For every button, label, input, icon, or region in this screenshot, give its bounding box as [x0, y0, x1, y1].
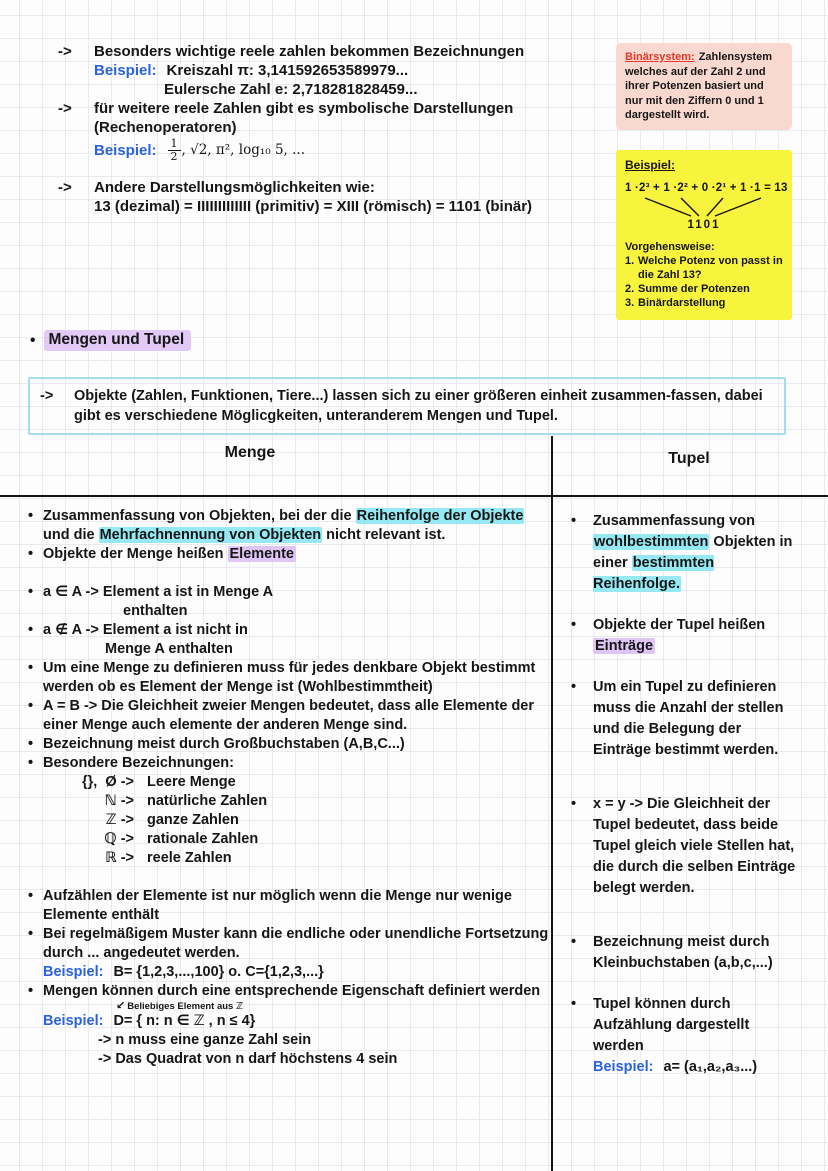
list-item	[28, 659, 549, 697]
item-text	[43, 507, 549, 545]
sub-note: -> Das Quadrat von n darf höchstens 4 sein	[98, 1051, 398, 1067]
note-text: Besonders wichtige reele zahlen bekommen Bezeichnungen	[94, 43, 525, 60]
item-text: Bei regelmäßigem Muster kann die endliche oder unendliche Fortsetzung durch ... angedeutet werden.	[43, 926, 549, 961]
binary-note-text: Zahlensystem welches auf der Zahl 2 und ihrer Potenzen basiert und nur mit den Ziffern 0 und 1 dargestellt wird.	[625, 51, 773, 121]
bullet: •	[28, 926, 34, 942]
bullet: •	[571, 996, 577, 1012]
note-text: (Rechenoperatoren)	[94, 119, 237, 136]
list-item	[28, 583, 549, 621]
binary-grouping-lines-icon	[629, 196, 779, 218]
item-text: Um eine Menge zu definieren muss für jedes denkbare Objekt bestimmt werden ob es Element der Menge ist (Wohlbestimmtheit)	[43, 660, 536, 695]
highlight-cyan: wohlbestimmten	[594, 534, 709, 550]
note-row	[58, 197, 618, 216]
arrow-marker: ->	[58, 100, 72, 117]
table-vertical-divider	[551, 436, 553, 1171]
highlight-cyan: Mehrfachnennung von Objekten	[99, 527, 322, 543]
note-row	[58, 118, 618, 137]
fraction-numerator: 1	[170, 136, 178, 150]
example-line	[28, 1012, 549, 1031]
symbol: ℕ ->	[104, 793, 134, 809]
note-row	[58, 178, 618, 197]
list-item	[28, 697, 549, 735]
step-text: Welche Potenz von passt in die Zahl 13?	[638, 255, 783, 281]
step-text: Binärdarstellung	[638, 297, 726, 309]
math-expression: , √2, π², log₁₀ 5, ...	[181, 141, 306, 158]
symbol: ℝ ->	[105, 850, 134, 866]
bullet: •	[571, 617, 577, 633]
text-line: Menge A enthalten	[105, 641, 233, 657]
item-text: Besondere Bezeichnungen:	[43, 755, 234, 771]
symbol: ℚ ->	[104, 831, 134, 847]
binary-note-label: Binärsystem:	[625, 51, 695, 63]
list-item	[28, 887, 549, 925]
symbol-label: ganze Zahlen	[147, 812, 239, 828]
symbol-row	[44, 849, 549, 868]
symbol-label: natürliche Zahlen	[147, 793, 268, 809]
list-item	[571, 994, 803, 1078]
item-text	[593, 994, 798, 1078]
arrow-marker: ->	[40, 388, 54, 404]
column-header-tupel: Tupel	[668, 450, 710, 467]
example-note-box	[616, 150, 792, 320]
text-segment: Objekte der Menge heißen	[43, 546, 228, 562]
list-item	[28, 982, 549, 1001]
intro-box	[28, 377, 786, 435]
symbol-row	[44, 811, 549, 830]
text-segment: und die	[43, 527, 99, 543]
item-text: A = B -> Die Gleichheit zweier Mengen bedeutet, dass alle Elemente der einer Menge auch elemente der anderen Menge sind.	[43, 698, 535, 733]
item-text: Aufzählen der Elemente ist nur möglich wenn die Menge nur wenige Elemente enthält	[43, 888, 512, 923]
list-item	[571, 511, 803, 595]
fraction	[168, 138, 181, 162]
item-text	[43, 583, 549, 621]
list-item	[28, 754, 549, 773]
set-symbol-list	[28, 773, 549, 868]
symbol-label: reele Zahlen	[147, 850, 232, 866]
note-text: für weitere reele Zahlen gibt es symbolische Darstellungen	[94, 100, 514, 117]
list-item	[28, 925, 549, 963]
text-line: a ∈ A -> Element a ist in Menge A	[43, 584, 274, 600]
bullet: •	[28, 736, 34, 752]
note-row	[58, 80, 618, 99]
list-item	[28, 507, 549, 545]
step-number: 2.	[625, 283, 635, 295]
example-text: D= { n: n ∈ ℤ , n ≤ 4}	[113, 1013, 256, 1029]
section-title	[30, 330, 191, 351]
beispiel-label: Beispiel:	[94, 141, 157, 159]
list-item	[28, 545, 549, 564]
tupel-column	[571, 511, 803, 1098]
arrow-marker: ->	[58, 179, 72, 196]
item-text: x = y -> Die Gleichheit der Tupel bedeutet, dass beide Tupel gleich viele Stellen hat, die durch die selben Einträge belegt werden.	[593, 796, 796, 896]
sub-note: -> n muss eine ganze Zahl sein	[98, 1032, 312, 1048]
item-text: Um ein Tupel zu definieren muss die Anzahl der stellen und die Belegung der Einträge bestimmt werden.	[593, 679, 784, 758]
highlight-cyan: bestimmten Reihenfolge.	[593, 555, 715, 592]
fraction-denominator: 2	[168, 150, 181, 163]
text-segment: Objekten in einer	[593, 534, 793, 571]
handwritten-annotation	[28, 1001, 549, 1012]
text-segment: Zusammenfassung von	[593, 513, 755, 529]
text-segment: Objekte der Tupel heißen	[593, 617, 766, 633]
example-line	[28, 963, 549, 982]
highlight-cyan: Reihenfolge der Objekte	[356, 508, 524, 524]
bullet: •	[28, 508, 34, 524]
note-row	[58, 42, 618, 61]
beispiel-label: Beispiel:	[43, 964, 104, 980]
beispiel-label: Beispiel:	[593, 1059, 654, 1075]
procedure-step	[625, 254, 783, 282]
list-item	[571, 677, 803, 761]
list-item	[28, 735, 549, 754]
binary-note-box	[616, 43, 792, 130]
column-header-menge: Menge	[224, 444, 276, 461]
text-segment: Zusammenfassung von Objekten, bei der die	[43, 508, 356, 524]
list-item	[571, 932, 803, 974]
highlight-purple: Einträge	[595, 638, 654, 654]
symbol-row	[44, 773, 549, 792]
bullet: •	[28, 698, 34, 714]
step-number: 3.	[625, 297, 635, 309]
highlight-purple: Elemente	[229, 546, 294, 562]
top-notes	[58, 42, 618, 216]
bullet: •	[28, 983, 34, 999]
symbol-row	[44, 830, 549, 849]
item-text: Bezeichnung meist durch Großbuchstaben (A,B,C...)	[43, 736, 405, 752]
item-text: Mengen können durch eine entsprechende Eigenschaft definiert werden	[43, 983, 541, 999]
list-item	[571, 615, 803, 657]
example-text: B= {1,2,3,...,100} o. C={1,2,3,...}	[113, 964, 324, 980]
bullet: •	[28, 755, 34, 771]
bullet: •	[28, 622, 34, 638]
bullet: •	[571, 796, 577, 812]
section-title-text: Mengen und Tupel	[44, 330, 191, 351]
note-row	[58, 61, 618, 80]
annotation-arrow-icon: ↙	[116, 1000, 126, 1012]
symbol-label: rationale Zahlen	[147, 831, 259, 847]
bullet: •	[571, 513, 577, 529]
symbol-row	[44, 792, 549, 811]
intro-text: Objekte (Zahlen, Funktionen, Tiere...) lassen sich zu einer größeren einheit zusammen-fassen, dabei gibt es verschiedene Möglicgkeiten, unteranderem Mengen und Tupel.	[74, 388, 763, 424]
step-number: 1.	[625, 255, 635, 267]
list-item	[28, 621, 549, 659]
symbol-label: Leere Menge	[147, 774, 236, 790]
menge-column	[28, 507, 549, 1069]
bullet: •	[30, 331, 36, 349]
annotation-text: Beliebiges Element aus ℤ	[127, 1001, 244, 1012]
list-item	[571, 794, 803, 899]
text-line: Tupel können durch Aufzählung dargestellt werden	[593, 996, 750, 1054]
item-text	[593, 511, 798, 595]
text-segment: nicht relevant ist.	[322, 527, 446, 543]
item-text	[43, 621, 549, 659]
example-text: a= (a₁,a₂,a₃...)	[663, 1059, 758, 1075]
bullet: •	[571, 679, 577, 695]
beispiel-label: Beispiel:	[43, 1013, 104, 1029]
note-text: Andere Darstellungsmöglichkeiten wie:	[94, 179, 375, 196]
example-label: Beispiel:	[625, 158, 676, 172]
note-row	[58, 99, 618, 118]
item-text: Bezeichnung meist durch Kleinbuchstaben (a,b,c,...)	[593, 934, 773, 971]
bullet: •	[28, 660, 34, 676]
arrow-marker: ->	[58, 43, 72, 60]
example-line	[593, 1057, 798, 1078]
note-text: Kreiszahl π: 3,141592653589979...	[166, 62, 409, 79]
beispiel-label: Beispiel:	[94, 62, 157, 79]
note-row	[58, 137, 618, 163]
text-line: a ∉ A -> Element a ist nicht in	[43, 622, 248, 638]
item-text	[43, 545, 549, 564]
procedure-step	[625, 296, 783, 310]
symbol: {}, Ø ->	[82, 774, 134, 790]
binary-result: 1101	[687, 219, 721, 231]
symbol: ℤ ->	[105, 812, 134, 828]
note-text: Eulersche Zahl e: 2,718281828459...	[164, 81, 418, 98]
bullet: •	[28, 546, 34, 562]
text-line: enthalten	[123, 603, 188, 619]
binary-equation: 1 ·2³ + 1 ·2² + 0 ·2¹ + 1 ·1 = 13	[625, 182, 788, 194]
note-text: 13 (dezimal) = IIIIIIIIIIIII (primitiv) = XIII (römisch) = 1101 (binär)	[94, 198, 533, 215]
bullet: •	[28, 888, 34, 904]
procedure-label: Vorgehensweise:	[625, 241, 715, 253]
bullet: •	[571, 934, 577, 950]
step-text: Summe der Potenzen	[638, 283, 750, 295]
table-horizontal-divider	[0, 495, 828, 497]
bullet: •	[28, 584, 34, 600]
procedure-step	[625, 282, 783, 296]
item-text	[593, 615, 798, 657]
